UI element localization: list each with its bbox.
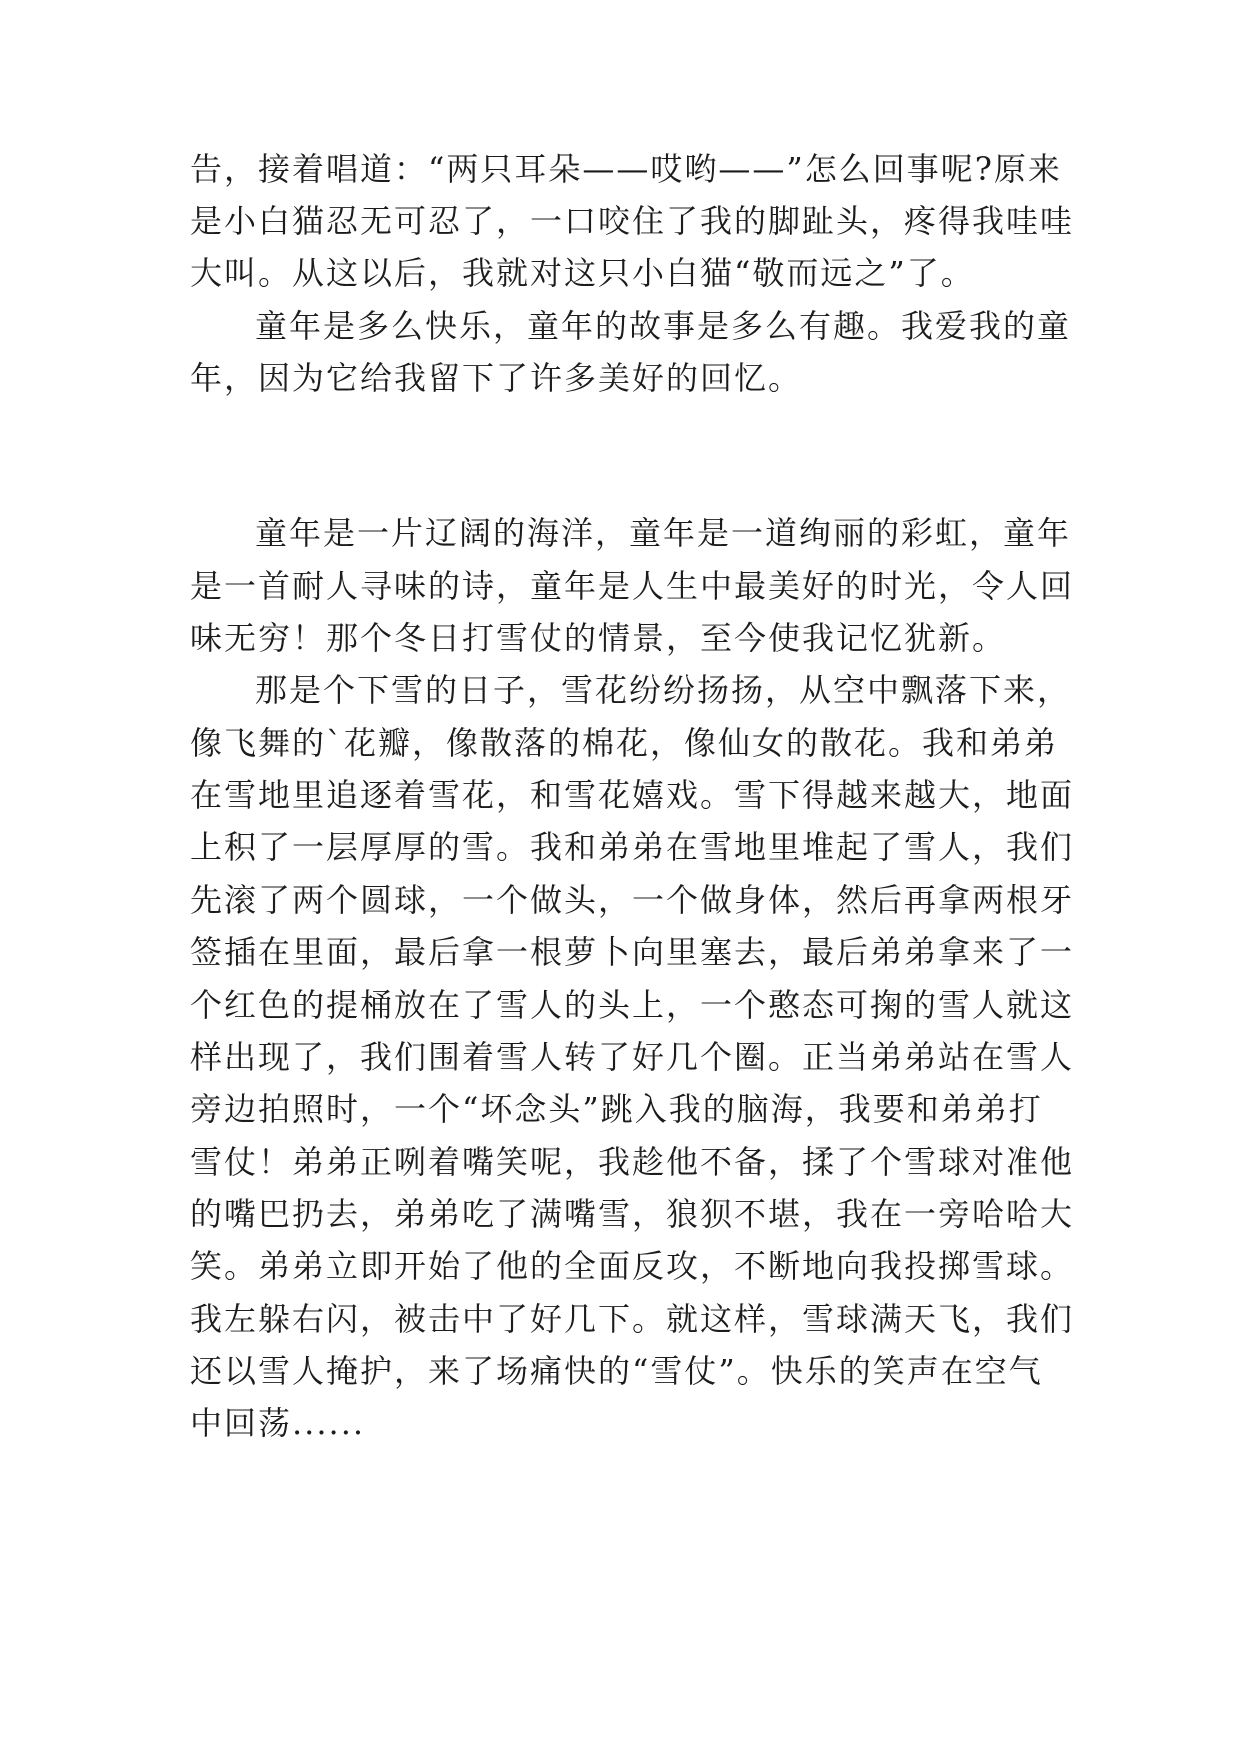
- text-line: 雪仗！弟弟正咧着嘴笑呢，我趁他不备，揉了个雪球对准他: [190, 1143, 1075, 1181]
- text-line: 像飞舞的`花瓣，像散落的棉花，像仙女的散花。我和弟弟: [190, 724, 1059, 762]
- text-line: 童年是多么快乐，童年的故事是多么有趣。我爱我的童: [255, 307, 1072, 345]
- text-line: 是小白猫忍无可忍了，一口咬住了我的脚趾头，疼得我哇哇: [190, 202, 1075, 240]
- text-line: 在雪地里追逐着雪花，和雪花嬉戏。雪下得越来越大，地面: [190, 776, 1075, 814]
- text-line: 味无穷！那个冬日打雪仗的情景，至今使我记忆犹新。: [190, 619, 1007, 657]
- text-line: 签插在里面，最后拿一根萝卜向里塞去，最后弟弟拿来了一: [190, 933, 1075, 971]
- text-line: 告，接着唱道：“两只耳朵——哎哟——”怎么回事呢?原来: [190, 150, 1062, 188]
- text-line: 童年是一片辽阔的海洋，童年是一道绚丽的彩虹，童年: [255, 514, 1072, 552]
- text-line: 先滚了两个圆球，一个做头，一个做身体，然后再拿两根牙: [190, 881, 1075, 919]
- text-line: 大叫。从这以后，我就对这只小白猫“敬而远之”了。: [190, 254, 975, 292]
- text-line: 那是个下雪的日子，雪花纷纷扬扬，从空中飘落下来，: [255, 671, 1072, 709]
- text-line: 笑。弟弟立即开始了他的全面反攻，不断地向我投掷雪球。: [190, 1247, 1075, 1285]
- text-line: 上积了一层厚厚的雪。我和弟弟在雪地里堆起了雪人，我们: [190, 828, 1075, 866]
- text-line: 我左躲右闪，被击中了好几下。就这样，雪球满天飞，我们: [190, 1300, 1075, 1338]
- text-line: 个红色的提桶放在了雪人的头上，一个憨态可掬的雪人就这: [190, 986, 1075, 1024]
- text-line: 的嘴巴扔去，弟弟吃了满嘴雪，狼狈不堪，我在一旁哈哈大: [190, 1195, 1075, 1233]
- text-line: 样出现了，我们围着雪人转了好几个圈。正当弟弟站在雪人: [190, 1038, 1075, 1076]
- text-line: 中回荡......: [190, 1404, 366, 1442]
- text-line: 是一首耐人寻味的诗，童年是人生中最美好的时光，令人回: [190, 567, 1075, 605]
- text-line: 年，因为它给我留下了许多美好的回忆。: [190, 359, 803, 397]
- text-line: 还以雪人掩护，来了场痛快的“雪仗”。快乐的笑声在空气: [190, 1352, 1043, 1390]
- text-line: 旁边拍照时，一个“坏念头”跳入我的脑海，我要和弟弟打: [190, 1090, 1043, 1128]
